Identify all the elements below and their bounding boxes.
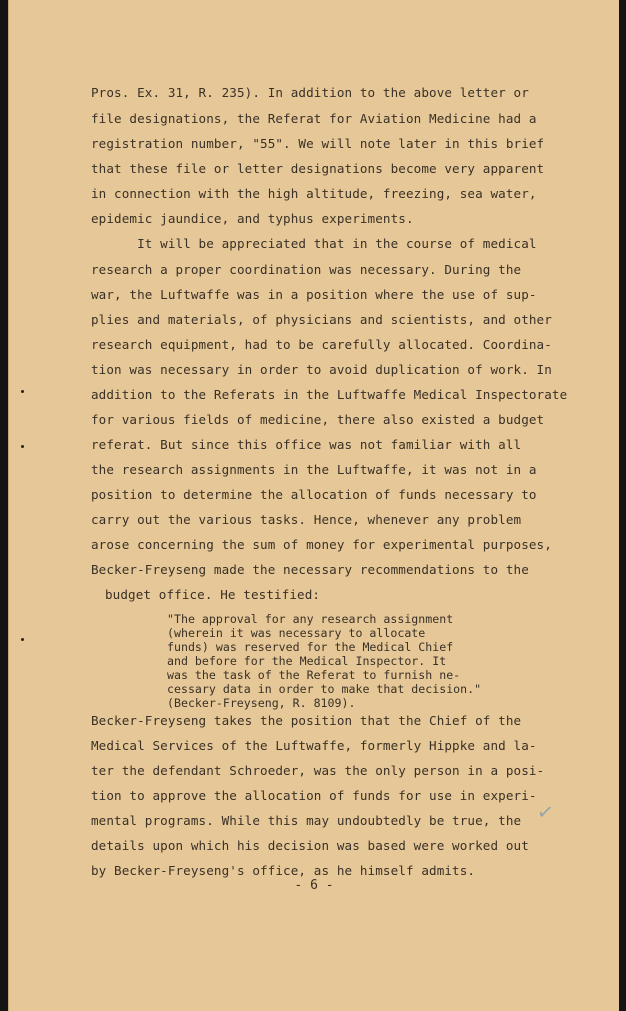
body-line: position to determine the allocation of funds necessary to [91,487,537,502]
body-line: war, the Luftwaffe was in a position where the use of sup- [91,287,537,302]
body-line: research equipment, had to be carefully allocated. Coordina- [91,337,552,352]
quote-line: (Becker-Freyseng, R. 8109). [167,696,356,710]
body-line: ter the defendant Schroeder, was the only person in a posi- [91,763,545,778]
checkmark-annotation-icon: ✓ [535,798,556,826]
binder-hole-mark [21,638,24,641]
quote-line: and before for the Medical Inspector. It [167,654,447,668]
quote-line: funds) was reserved for the Medical Chief [167,640,454,654]
body-line: addition to the Referats in the Luftwaffe Medical Inspectorate [91,387,568,402]
page-number: - 6 - [294,878,334,893]
body-line: carry out the various tasks. Hence, whenever any problem [91,512,522,527]
body-line: in connection with the high altitude, freezing, sea water, [91,186,537,201]
document-page [8,0,619,1011]
body-line: It will be appreciated that in the course of medical [91,236,537,251]
body-line: referat. But since this office was not familiar with all [91,437,522,452]
body-line: tion to approve the allocation of funds for use in experi- [91,788,537,803]
body-line: Becker-Freyseng made the necessary recommendations to the [91,562,529,577]
body-line: budget office. He testified: [105,587,321,602]
body-line: plies and materials, of physicians and scientists, and other [91,312,552,327]
binder-hole-mark [21,390,24,393]
body-line: Pros. Ex. 31, R. 235). In addition to the above letter or [91,85,529,100]
quote-line: (wherein it was necessary to allocate [167,626,426,640]
quote-line: was the task of the Referat to furnish ne- [167,668,461,682]
body-line: Becker-Freyseng takes the position that the Chief of the [91,713,522,728]
body-line: Medical Services of the Luftwaffe, formerly Hippke and la- [91,738,537,753]
body-line: the research assignments in the Luftwaffe, it was not in a [91,462,537,477]
binder-hole-mark [21,445,24,448]
quote-line: cessary data in order to make that decision." [167,682,482,696]
body-line: that these file or letter designations become very apparent [91,161,545,176]
body-line: mental programs. While this may undoubtedly be true, the [91,813,522,828]
body-line: registration number, "55". We will note later in this brief [91,136,545,151]
body-line: details upon which his decision was based were worked out [91,838,529,853]
body-line: tion was necessary in order to avoid duplication of work. In [91,362,552,377]
body-line: for various fields of medicine, there also existed a budget [91,412,545,427]
quote-line: "The approval for any research assignment [167,612,454,626]
body-line: by Becker-Freyseng's office, as he himself admits. [91,863,476,878]
body-line: epidemic jaundice, and typhus experiments. [91,211,414,226]
body-line: file designations, the Referat for Aviation Medicine had a [91,111,537,126]
body-line: research a proper coordination was necessary. During the [91,262,522,277]
body-line: arose concerning the sum of money for experimental purposes, [91,537,552,552]
